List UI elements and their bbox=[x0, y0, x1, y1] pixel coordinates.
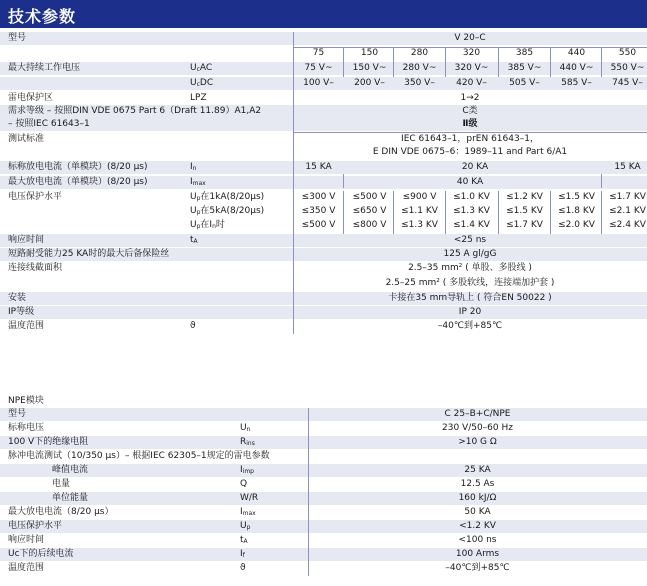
symbol-text: I bbox=[190, 177, 193, 187]
column-divider bbox=[445, 47, 446, 77]
up-5ka-value: ≤2.1 KV bbox=[609, 206, 646, 216]
uc-ac-value: 550 V~ bbox=[610, 63, 645, 73]
up-in-symbol bbox=[190, 219, 225, 232]
symbol-text: U bbox=[190, 63, 197, 73]
npe-row-value: C 25–B+C/NPE bbox=[444, 409, 511, 419]
requirement-value: C类 bbox=[462, 106, 478, 116]
column-header: 320 bbox=[462, 48, 481, 58]
npe-section-title: NPE模块 bbox=[8, 396, 44, 406]
ip-row bbox=[0, 306, 647, 319]
symbol-text: I bbox=[240, 465, 243, 475]
npe-row bbox=[0, 492, 647, 505]
up-5ka-symbol bbox=[190, 205, 264, 218]
npe-row-value: 100 Arms bbox=[455, 549, 500, 559]
column-divider bbox=[393, 47, 394, 77]
column-divider bbox=[308, 408, 309, 576]
npe-row bbox=[0, 450, 647, 463]
in-label: 标称放电电流（单模块）(8/20 µs) bbox=[8, 162, 148, 172]
npe-row-value: 12.5 As bbox=[460, 479, 495, 489]
symbol-subscript: A bbox=[193, 238, 198, 245]
fuse-label: 短路耐受能力25 KA时的最大后备保险丝 bbox=[8, 249, 170, 259]
symbol-tail: 时 bbox=[215, 220, 225, 230]
uc-ac-value: 440 V~ bbox=[559, 63, 594, 73]
column-divider bbox=[343, 174, 344, 188]
npe-row-label: 温度范围 bbox=[8, 563, 45, 573]
symbol-text: t bbox=[190, 235, 194, 245]
npe-row bbox=[0, 478, 647, 491]
header-bar bbox=[0, 0, 647, 28]
npe-row-symbol bbox=[240, 562, 246, 575]
lpz-value: 1→2 bbox=[460, 93, 480, 103]
column-divider bbox=[550, 191, 551, 234]
install-value: 卡接在35 mm导轨上 ( 符合EN 50022 ) bbox=[388, 293, 552, 303]
npe-row bbox=[0, 464, 647, 477]
symbol-main: U bbox=[190, 220, 197, 230]
symbol-text: 在1kA(8/20µs) bbox=[200, 192, 265, 202]
npe-row-value bbox=[308, 450, 647, 463]
npe-row-label: 100 V下的绝缘电阻 bbox=[8, 437, 89, 447]
symbol-subscript: c bbox=[196, 66, 200, 73]
uc-dc-value: 505 V– bbox=[509, 78, 540, 88]
requirement-iec-value: Ⅱ级 bbox=[462, 119, 478, 129]
lpz-symbol: LPZ bbox=[190, 93, 207, 103]
install-row bbox=[0, 292, 647, 305]
column-header: 440 bbox=[567, 48, 586, 58]
response-time-row bbox=[0, 234, 647, 247]
uc-ac-value: 150 V~ bbox=[352, 63, 387, 73]
npe-row-symbol bbox=[240, 492, 258, 505]
up-in-value: ≤1.3 KV bbox=[401, 220, 438, 230]
uc-symbol bbox=[190, 77, 213, 90]
npe-row bbox=[0, 436, 647, 449]
npe-row-label: Uc下的后续电流 bbox=[8, 549, 74, 559]
symbol-subscript: max bbox=[242, 510, 256, 517]
column-header: 550 bbox=[618, 48, 637, 58]
npe-row bbox=[0, 548, 647, 561]
uc-dc-value: 200 V– bbox=[354, 78, 385, 88]
up-in-value: ≤2.0 KV bbox=[558, 220, 595, 230]
symbol-tail: AC bbox=[199, 63, 213, 73]
npe-row-symbol bbox=[240, 506, 256, 519]
npe-row-label: 型号 bbox=[8, 409, 27, 419]
up-1ka-value: ≤500 V bbox=[352, 192, 387, 202]
wire-row bbox=[0, 262, 647, 290]
uc-symbol bbox=[190, 62, 212, 75]
uc-ac-value: 280 V~ bbox=[402, 63, 437, 73]
column-divider bbox=[343, 47, 344, 77]
imax-label: 最大放电电流（单模块）(8/20 µs) bbox=[8, 177, 148, 187]
column-divider bbox=[601, 191, 602, 234]
symbol-text: 在5kA(8/20µs) bbox=[200, 206, 265, 216]
npe-row-symbol bbox=[240, 436, 255, 449]
column-divider bbox=[498, 191, 499, 234]
npe-row-value: <100 ns bbox=[458, 535, 497, 545]
column-divider bbox=[601, 47, 602, 77]
type-label: 型号 bbox=[8, 33, 27, 43]
row-divider bbox=[293, 132, 647, 133]
temperature-label: 温度范围 bbox=[8, 321, 45, 331]
npe-row-label: 最大放电电流（8/20 µs） bbox=[8, 507, 114, 517]
uc-dc-value: 585 V– bbox=[561, 78, 592, 88]
npe-row bbox=[0, 422, 647, 435]
npe-row-value: 160 kJ/Ω bbox=[458, 493, 497, 503]
column-divider bbox=[550, 47, 551, 77]
up-1ka-value: ≤900 V bbox=[402, 192, 437, 202]
npe-row-value: >10 G Ω bbox=[458, 437, 497, 447]
in-value: 20 KA bbox=[461, 162, 489, 172]
up-5ka-value: ≤650 V bbox=[352, 206, 387, 216]
up-in-value: ≤1.7 KV bbox=[506, 220, 543, 230]
symbol-sub: p bbox=[196, 195, 201, 202]
model-value: V 20–C bbox=[454, 33, 486, 43]
wire-value: 2.5–35 mm² ( 单股、多股线 ) bbox=[408, 263, 532, 273]
npe-row bbox=[0, 534, 647, 547]
up-label: 电压保护水平 bbox=[8, 192, 63, 202]
npe-row-symbol bbox=[240, 534, 248, 547]
uc-label: 最大持续工作电压 bbox=[8, 63, 81, 73]
up-1ka-value: ≤300 V bbox=[301, 192, 336, 202]
uc-ac-value: 320 V~ bbox=[454, 63, 489, 73]
symbol-subscript: ins bbox=[246, 440, 255, 447]
npe-row-value: 230 V/50–60 Hz bbox=[442, 423, 513, 433]
up-5ka-value: ≤1.8 KV bbox=[558, 206, 595, 216]
symbol-subscript: c bbox=[196, 81, 200, 88]
npe-row-label: 单位能量 bbox=[52, 493, 89, 503]
npe-row-label: 峰值电流 bbox=[52, 465, 89, 475]
symbol-subscript: n bbox=[192, 165, 197, 172]
in-value: 15 KA bbox=[614, 162, 641, 172]
column-divider bbox=[393, 191, 394, 234]
uc-dc-row bbox=[0, 77, 647, 90]
uc-ac-value: 75 V~ bbox=[304, 63, 333, 73]
npe-row bbox=[0, 562, 647, 575]
npe-row-value: 50 KA bbox=[464, 507, 491, 517]
npe-row-symbol bbox=[240, 548, 245, 561]
test-standard-label: 测试标准 bbox=[8, 134, 45, 144]
symbol-sub: p bbox=[196, 209, 201, 216]
symbol-subscript: imp bbox=[242, 468, 254, 475]
npe-row bbox=[0, 506, 647, 519]
up-1ka-symbol bbox=[190, 191, 264, 204]
test-standard-row bbox=[0, 133, 647, 159]
symbol-text: R bbox=[240, 437, 247, 447]
symbol-sub: p bbox=[196, 223, 201, 230]
symbol-subscript: n bbox=[212, 223, 216, 230]
up-1ka-value: ≤1.7 KV bbox=[609, 192, 646, 202]
symbol-text: U bbox=[240, 423, 247, 433]
npe-row-value: 25 KA bbox=[464, 465, 491, 475]
lpz-row bbox=[0, 92, 647, 105]
test-standard-value-2: E DIN VDE 0675–6：1989–11 and Part 6/A1 bbox=[372, 147, 568, 157]
up-5ka-value: ≤350 V bbox=[301, 206, 336, 216]
symbol-subscript: f bbox=[242, 552, 245, 559]
uc-ac-value: 385 V~ bbox=[507, 63, 542, 73]
ip-value: IP 20 bbox=[458, 307, 482, 317]
up-1ka-value: ≤1.5 KV bbox=[558, 192, 595, 202]
temperature-symbol: ϑ bbox=[190, 321, 196, 331]
requirement-row bbox=[0, 105, 647, 118]
symbol-text: I bbox=[240, 549, 243, 559]
npe-row-value: <1.2 KV bbox=[459, 521, 496, 531]
in-row bbox=[0, 161, 647, 174]
npe-row-value: –40℃到+85℃ bbox=[445, 563, 510, 573]
requirement-iec-row bbox=[0, 118, 647, 131]
up-in-value: ≤800 V bbox=[352, 220, 387, 230]
imax-symbol bbox=[190, 176, 206, 189]
npe-row-label: 响应时间 bbox=[8, 535, 45, 545]
wire-label: 连接线截面积 bbox=[8, 263, 63, 273]
requirement-iec-label: – 按照IEC 61643–1 bbox=[8, 119, 90, 129]
npe-row-label: 脉冲电流测试（10/350 µs）– 根据IEC 62305–1规定的雷电参数 bbox=[8, 451, 270, 461]
symbol-text: Q bbox=[240, 479, 248, 489]
up-5ka-value: ≤1.5 KV bbox=[506, 206, 543, 216]
fuse-value: 125 A gl/gG bbox=[443, 249, 497, 259]
in-symbol bbox=[190, 161, 196, 174]
up-1ka-value: ≤1.2 KV bbox=[506, 192, 543, 202]
uc-dc-value: 350 V– bbox=[404, 78, 435, 88]
symbol-main: U bbox=[190, 192, 197, 202]
up-5ka-value: ≤1.1 KV bbox=[401, 206, 438, 216]
column-divider bbox=[601, 174, 602, 188]
npe-row-label: 电量 bbox=[52, 479, 71, 489]
uc-dc-value: 100 V– bbox=[303, 78, 334, 88]
npe-row-label: 标称电压 bbox=[8, 423, 45, 433]
row-divider bbox=[293, 47, 647, 48]
column-divider bbox=[498, 47, 499, 77]
column-divider bbox=[343, 191, 344, 234]
requirement-label: 需求等级 – 按照DIN VDE 0675 Part 6（Draft 11.89）A1,A2 bbox=[8, 106, 262, 116]
npe-row-symbol bbox=[240, 478, 247, 491]
imax-value: 40 KA bbox=[456, 177, 484, 187]
symbol-subscript: p bbox=[246, 524, 251, 531]
symbol-text: W/R bbox=[240, 493, 259, 503]
up-in-value: ≤1.4 KV bbox=[453, 220, 490, 230]
column-header: 385 bbox=[515, 48, 534, 58]
fuse-row bbox=[0, 248, 647, 261]
in-value: 15 KA bbox=[305, 162, 332, 172]
column-header: 280 bbox=[410, 48, 429, 58]
ip-label: IP等级 bbox=[8, 307, 35, 317]
column-header: 150 bbox=[360, 48, 379, 58]
symbol-subscript: max bbox=[192, 180, 206, 187]
symbol-subscript: n bbox=[246, 426, 251, 433]
page-title: 技术参数 bbox=[8, 7, 77, 26]
npe-row-symbol bbox=[240, 464, 254, 477]
symbol-text: I bbox=[240, 507, 243, 517]
column-divider bbox=[445, 191, 446, 234]
response-time-label: 响应时间 bbox=[8, 235, 45, 245]
up-in-value: ≤500 V bbox=[301, 220, 336, 230]
uc-dc-value: 420 V– bbox=[456, 78, 487, 88]
npe-row-symbol bbox=[240, 422, 250, 435]
up-5ka-value: ≤1.3 KV bbox=[453, 206, 490, 216]
temperature-value: –40℃到+85℃ bbox=[437, 321, 503, 331]
symbol-text: U bbox=[240, 521, 247, 531]
symbol-tail: DC bbox=[199, 78, 214, 88]
npe-row-label: 电压保护水平 bbox=[8, 521, 63, 531]
symbol-text: t bbox=[240, 535, 244, 545]
response-time-symbol bbox=[190, 234, 198, 247]
up-1ka-value: ≤1.0 KV bbox=[453, 192, 490, 202]
symbol-main: U bbox=[190, 206, 197, 216]
imax-row bbox=[0, 176, 647, 189]
column-header: 75 bbox=[312, 48, 325, 58]
column-divider bbox=[293, 32, 294, 334]
symbol-text: U bbox=[190, 78, 197, 88]
npe-row bbox=[0, 520, 647, 533]
symbol-text: ϑ bbox=[240, 563, 246, 573]
symbol-text: I bbox=[190, 162, 193, 172]
npe-row bbox=[0, 408, 647, 421]
uc-dc-value: 745 V– bbox=[612, 78, 643, 88]
symbol-text: 在I bbox=[200, 220, 213, 230]
type-row bbox=[0, 32, 647, 45]
temperature-row bbox=[0, 320, 647, 333]
lpz-label: 雷电保护区 bbox=[8, 93, 54, 103]
up-in-value: ≤2.4 KV bbox=[609, 220, 646, 230]
npe-row-symbol bbox=[240, 520, 250, 533]
response-time-value: <25 ns bbox=[453, 235, 487, 245]
wire-value-2: 2.5–25 mm² ( 多股软线，连接端加护套 ) bbox=[385, 278, 555, 288]
install-label: 安装 bbox=[8, 293, 27, 303]
test-standard-value: IEC 61643–1，prEN 61643–1， bbox=[401, 134, 539, 144]
symbol-subscript: A bbox=[243, 538, 248, 545]
